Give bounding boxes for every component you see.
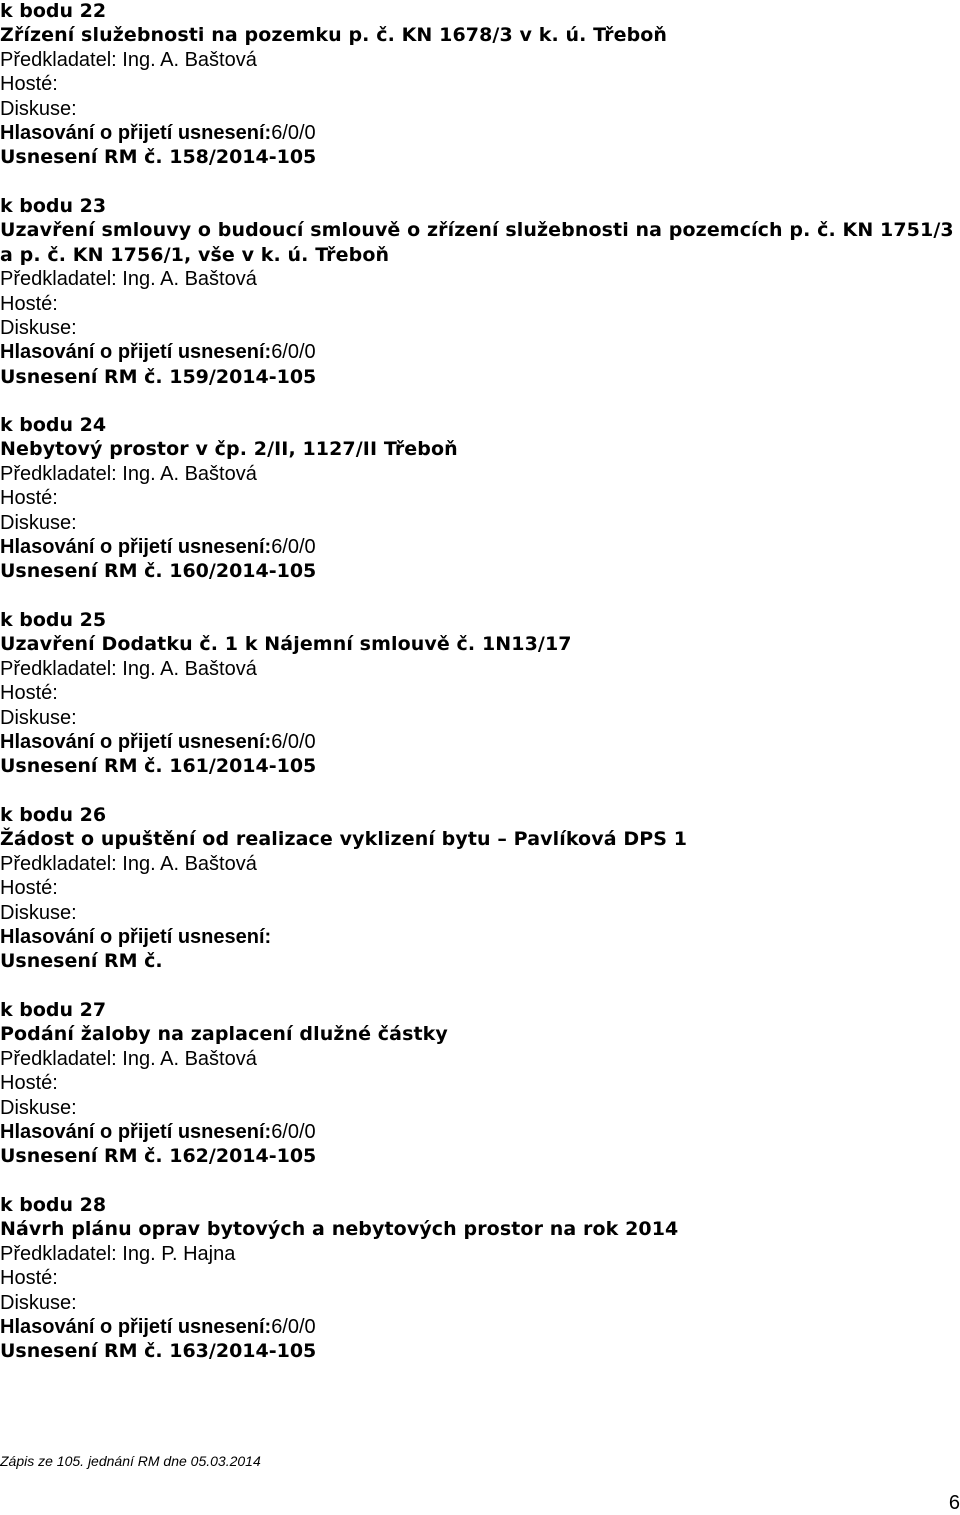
resolution-number: Usnesení RM č. 163/2014-105 xyxy=(0,1340,317,1363)
presenter-line xyxy=(0,1047,950,1071)
item-heading: k bodu 26 xyxy=(0,804,107,826)
guests-label: Hosté: xyxy=(0,1267,58,1290)
vote-line xyxy=(0,1315,950,1339)
discussion-label: Diskuse: xyxy=(0,316,77,339)
presenter-name: Ing. A. Baštová xyxy=(122,852,257,875)
discussion-label: Diskuse: xyxy=(0,1291,77,1314)
presenter-label: Předkladatel: xyxy=(0,657,123,680)
presenter-name: Ing. A. Baštová xyxy=(122,48,257,71)
presenter-label: Předkladatel: xyxy=(0,852,123,875)
resolution-number: Usnesení RM č. 160/2014-105 xyxy=(0,560,317,583)
guests-label: Hosté: xyxy=(0,877,58,900)
item-title: Uzavření smlouvy o budoucí smlouvě o zřízení služebnosti na pozemcích p. č. KN 1751/3 xyxy=(0,219,954,242)
vote-label: Hlasování o přijetí usnesení: xyxy=(0,1120,272,1143)
item-title: Podání žaloby na zaplacení dlužné částky xyxy=(0,1023,448,1046)
vote-label: Hlasování o přijetí usnesení: xyxy=(0,1315,272,1338)
page-footer: Zápis ze 105. jednání RM dne 05.03.2014 xyxy=(0,1453,261,1469)
vote-line xyxy=(0,1120,950,1144)
item-heading: k bodu 27 xyxy=(0,999,107,1021)
presenter-label: Předkladatel: xyxy=(0,462,123,485)
resolution-number: Usnesení RM č. 162/2014-105 xyxy=(0,1145,317,1168)
item-title: Uzavření Dodatku č. 1 k Nájemní smlouvě č. 1N13/17 xyxy=(0,633,572,656)
presenter-line xyxy=(0,1242,950,1266)
item-heading: k bodu 23 xyxy=(0,195,107,217)
discussion-label: Diskuse: xyxy=(0,706,77,729)
vote-value: 6/0/0 xyxy=(271,1315,316,1338)
vote-label: Hlasování o přijetí usnesení: xyxy=(0,925,272,948)
guests-label: Hosté: xyxy=(0,682,58,705)
presenter-name: Ing. A. Baštová xyxy=(122,268,257,291)
discussion-label: Diskuse: xyxy=(0,1096,77,1119)
vote-label: Hlasování o přijetí usnesení: xyxy=(0,535,272,558)
agenda-item-24 xyxy=(0,413,950,584)
resolution-number: Usnesení RM č. 159/2014-105 xyxy=(0,365,317,388)
vote-line xyxy=(0,535,950,559)
presenter-name: Ing. A. Baštová xyxy=(122,1047,257,1070)
presenter-label: Předkladatel: xyxy=(0,268,123,291)
agenda-item-23 xyxy=(0,194,954,389)
vote-line xyxy=(0,925,950,949)
guests-label: Hosté: xyxy=(0,1072,58,1095)
vote-line xyxy=(0,121,950,145)
presenter-line xyxy=(0,48,950,72)
presenter-line xyxy=(0,462,950,486)
presenter-label: Předkladatel: xyxy=(0,1047,123,1070)
vote-label: Hlasování o přijetí usnesení: xyxy=(0,341,272,364)
vote-value: 6/0/0 xyxy=(271,730,316,753)
vote-value: 6/0/0 xyxy=(271,121,316,144)
item-title: Návrh plánu oprav bytových a nebytových prostor na rok 2014 xyxy=(0,1218,679,1241)
resolution-number: Usnesení RM č. 161/2014-105 xyxy=(0,755,317,778)
resolution-number: Usnesení RM č. xyxy=(0,950,163,973)
resolution-number: Usnesení RM č. 158/2014-105 xyxy=(0,146,317,169)
item-heading: k bodu 25 xyxy=(0,609,107,631)
presenter-name: Ing. P. Hajna xyxy=(122,1242,236,1265)
agenda-item-25 xyxy=(0,608,950,779)
page-number: 6 xyxy=(948,1492,960,1514)
discussion-label: Diskuse: xyxy=(0,97,77,120)
agenda-item-27 xyxy=(0,998,950,1169)
presenter-line xyxy=(0,852,950,876)
presenter-label: Předkladatel: xyxy=(0,1242,123,1265)
discussion-label: Diskuse: xyxy=(0,511,77,534)
agenda-item-28 xyxy=(0,1193,950,1364)
item-title: Nebytový prostor v čp. 2/II, 1127/II Třeboň xyxy=(0,438,458,461)
presenter-label: Předkladatel: xyxy=(0,48,123,71)
vote-line xyxy=(0,340,950,364)
item-title: Zřízení služebnosti na pozemku p. č. KN 1678/3 v k. ú. Třeboň xyxy=(0,24,668,47)
item-heading: k bodu 22 xyxy=(0,0,107,22)
agenda-item-22 xyxy=(0,0,950,170)
vote-value: 6/0/0 xyxy=(271,341,316,364)
item-title-continued: a p. č. KN 1756/1, vše v k. ú. Třeboň xyxy=(0,243,390,266)
item-title: Žádost o upuštění od realizace vyklizení bytu – Pavlíková DPS 1 xyxy=(0,828,688,851)
item-heading: k bodu 24 xyxy=(0,414,107,436)
vote-line xyxy=(0,730,950,754)
agenda-item-26 xyxy=(0,803,950,974)
guests-label: Hosté: xyxy=(0,73,58,96)
guests-label: Hosté: xyxy=(0,487,58,510)
discussion-label: Diskuse: xyxy=(0,901,77,924)
presenter-name: Ing. A. Baštová xyxy=(122,657,257,680)
presenter-line xyxy=(0,657,950,681)
presenter-name: Ing. A. Baštová xyxy=(122,462,257,485)
presenter-line xyxy=(0,267,950,291)
guests-label: Hosté: xyxy=(0,292,58,315)
item-heading: k bodu 28 xyxy=(0,1194,107,1216)
vote-value: 6/0/0 xyxy=(271,1120,316,1143)
vote-value: 6/0/0 xyxy=(271,535,316,558)
vote-label: Hlasování o přijetí usnesení: xyxy=(0,730,272,753)
vote-label: Hlasování o přijetí usnesení: xyxy=(0,121,272,144)
